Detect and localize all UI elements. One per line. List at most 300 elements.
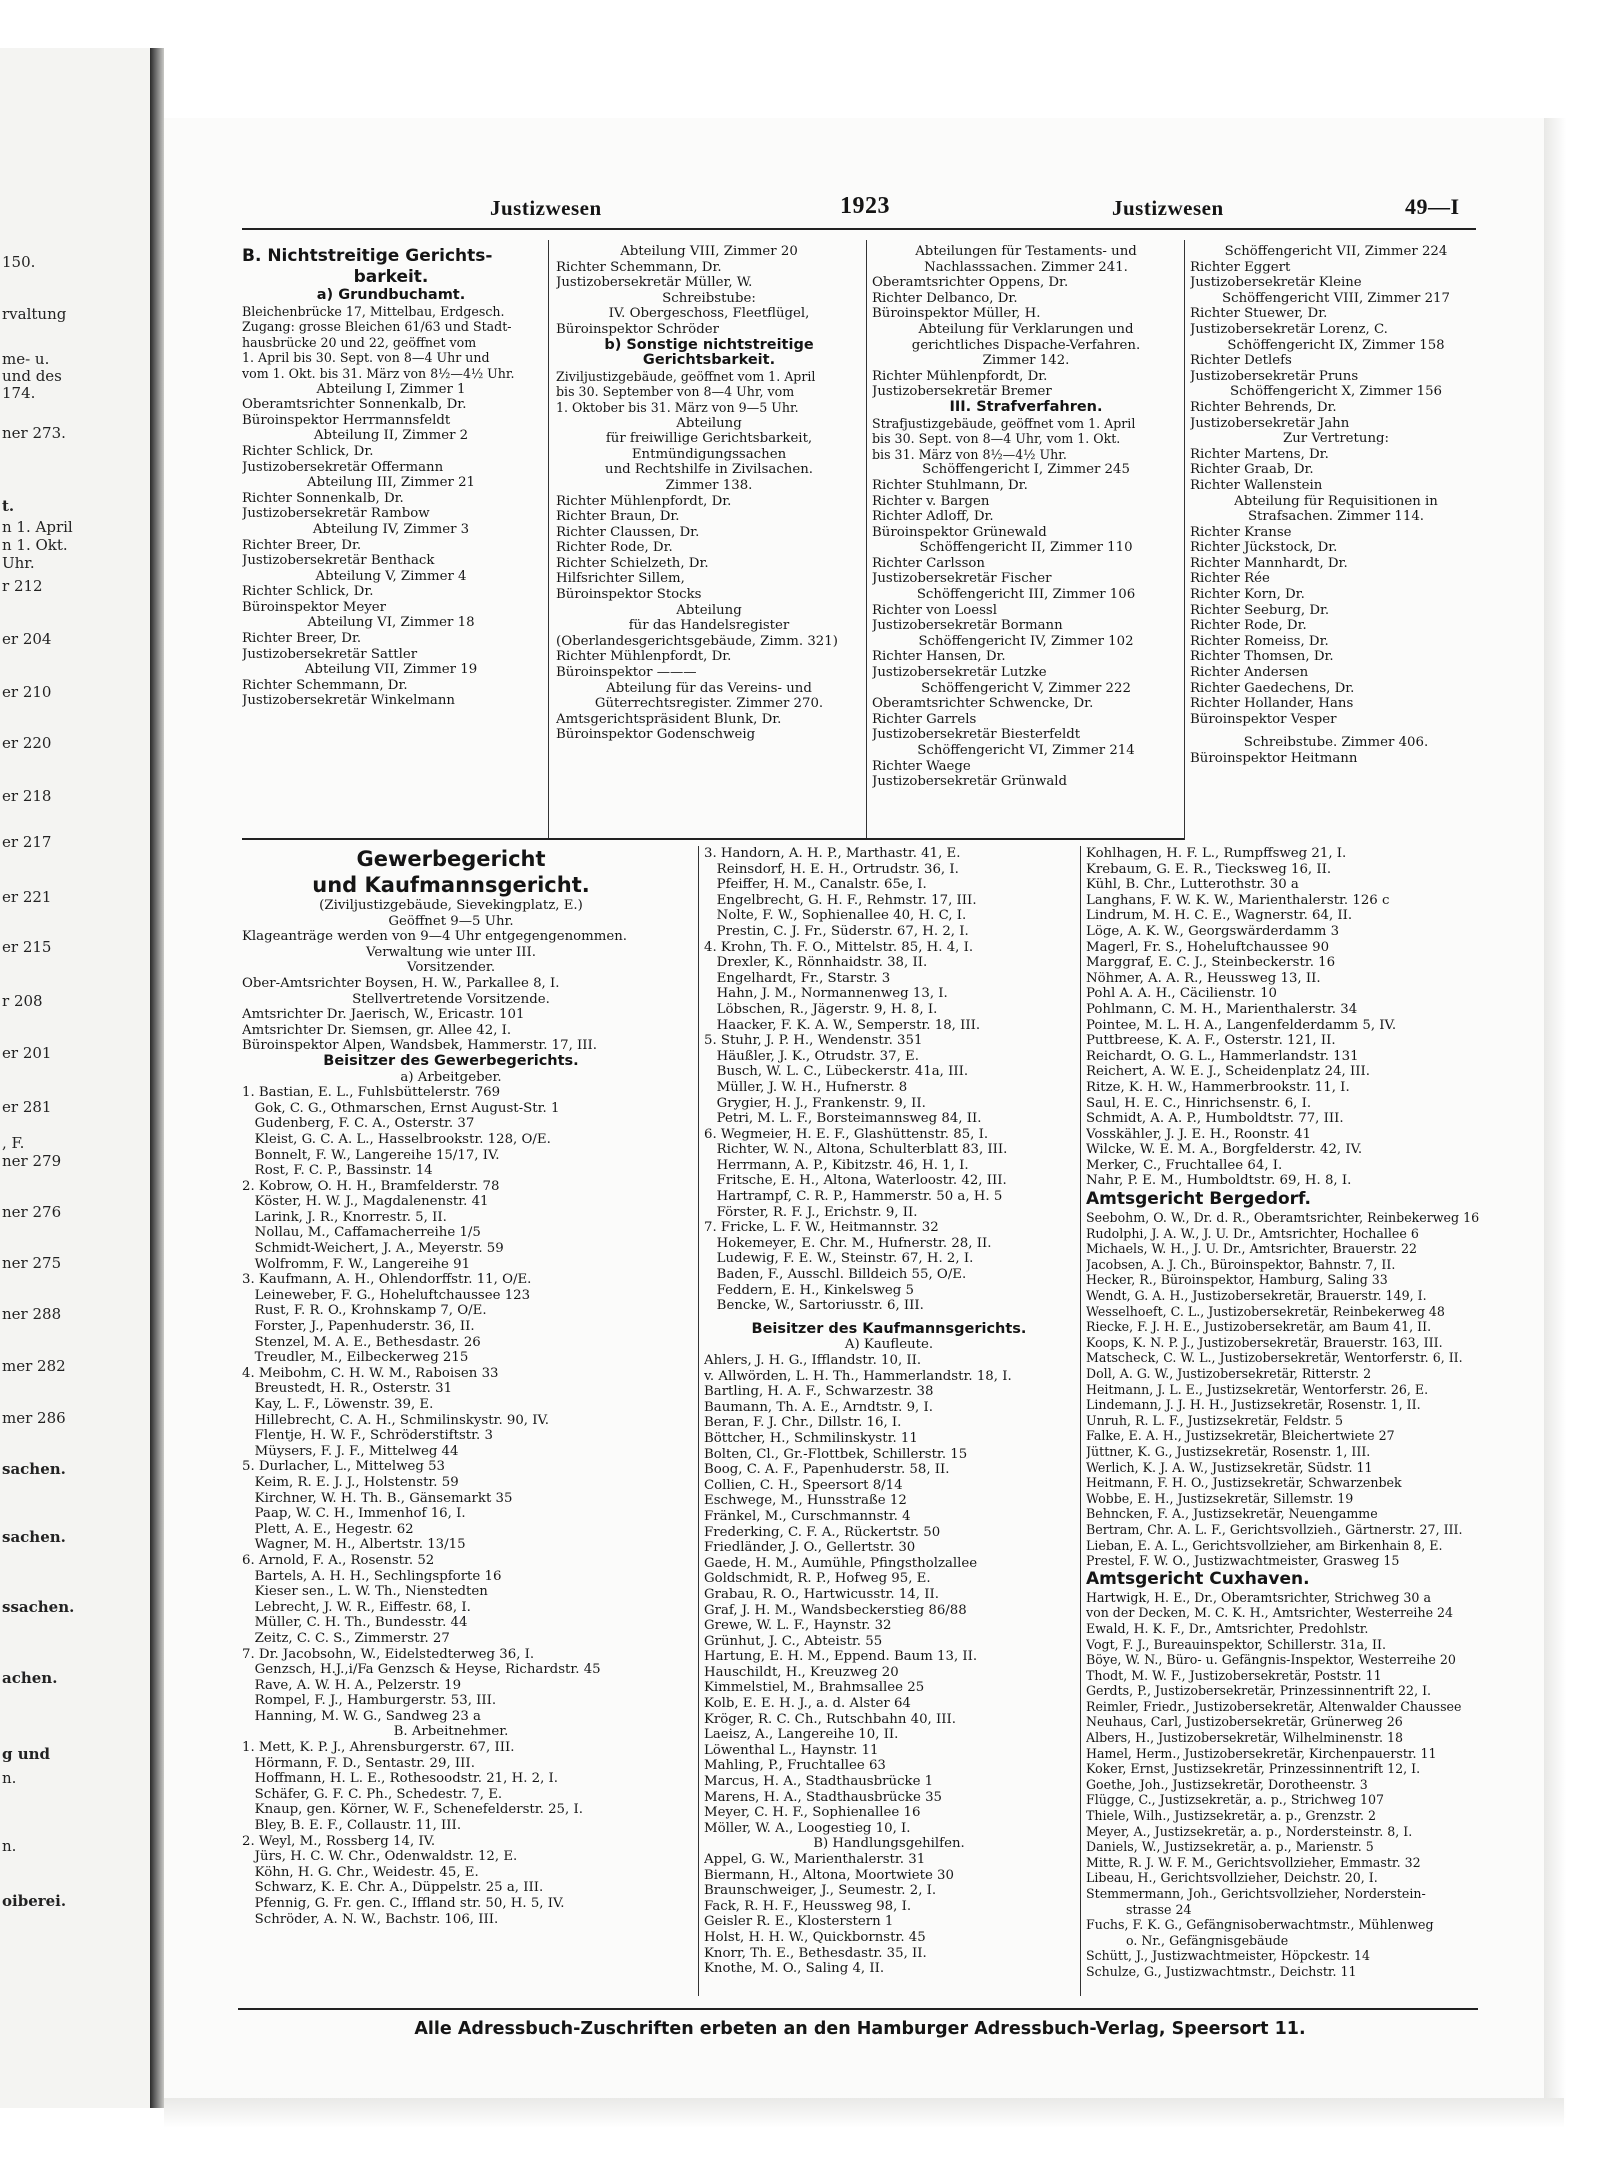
- entry-line: Kleist, G. C. A. L., Hasselbrookstr. 128, O/E.: [242, 1131, 551, 1147]
- entry-line: Biermann, H., Altona, Moortwiete 30: [704, 1867, 954, 1883]
- entry-line: Schulze, G., Justizwachtmstr., Deichstr. 11: [1086, 1963, 1357, 1979]
- fragment-line: ner 275: [2, 1254, 62, 1272]
- entry-line: Richter Schemmann, Dr.: [242, 677, 408, 693]
- entry-line: Büroinspektor Herrmannsfeldt: [242, 412, 451, 428]
- entry-line: Rompel, F. J., Hamburgerstr. 53, III.: [242, 1693, 497, 1709]
- entry-line: Lindemann, J. J. H. H., Justizsekretär, Rosenstr. 1, II.: [1086, 1397, 1421, 1413]
- entry-line: Büroinspektor Vesper: [1190, 711, 1337, 727]
- entry-line: Büroinspektor Grünewald: [872, 524, 1047, 540]
- entry-line: Richter Schlick, Dr.: [242, 584, 374, 600]
- entry-line: Müller, C. H. Th., Bundesstr. 44: [242, 1615, 468, 1631]
- entry-line: Bartels, A. H. H., Sechlingspforte 16: [242, 1568, 502, 1584]
- column-criminal-proceedings: [872, 244, 1180, 790]
- entry-line: Nöhmer, A. A. R., Heussweg 13, II.: [1086, 970, 1321, 986]
- entry-line: 2. Weyl, M., Rossberg 14, IV.: [242, 1833, 436, 1849]
- entry-line: Kohlhagen, H. F. L., Rumpffsweg 21, I.: [1086, 846, 1347, 861]
- entry-line: Graf, J. H. M., Wandsbeckerstieg 86/88: [704, 1602, 967, 1618]
- entry-line: (Oberlandesgerichtsgebäude, Zimm. 321): [556, 633, 838, 649]
- fragment-line: n 1. April: [2, 518, 73, 536]
- heading-line: Schöffengericht I, Zimmer 245: [922, 462, 1130, 478]
- entry-line: Förster, R. F. J., Erichstr. 9, II.: [704, 1204, 918, 1220]
- entry-line: Richter Kranse: [1190, 524, 1292, 540]
- entry-line: Ober-Amtsrichter Boysen, H. W., Parkallee 8, I.: [242, 975, 560, 991]
- entry-line: Ewald, H. K. F., Dr., Amtsrichter, Predohlstr.: [1086, 1620, 1369, 1636]
- entry-line: Justizobersekretär Grünwald: [872, 774, 1068, 790]
- entry-line: Richter, W. N., Altona, Schulterblatt 83, III.: [704, 1142, 1008, 1158]
- entry-line: Richter Carlsson: [872, 555, 985, 571]
- entry-line: Falke, E. A. H., Justizsekretär, Bleichertwiete 27: [1086, 1428, 1395, 1444]
- entry-line: Oberamtsrichter Oppens, Dr.: [872, 275, 1069, 291]
- entry-line: Meyer, A., Justizsekretär, a. p., Nordersteinstr. 8, I.: [1086, 1823, 1413, 1839]
- entry-line: Kimmelstiel, M., Brahmsallee 25: [704, 1680, 925, 1696]
- heading-line: Abteilung für das Vereins- und: [606, 680, 812, 696]
- entry-line: Fritsche, E. H., Altona, Waterloostr. 42, III.: [704, 1173, 1007, 1189]
- entry-line: Häußler, J. K., Otrudstr. 37, E.: [704, 1048, 919, 1064]
- heading-line: Abteilung für Verklarungen und: [918, 321, 1134, 337]
- entry-line: Beran, F. J. Chr., Dillstr. 16, I.: [704, 1415, 902, 1431]
- entry-line: Frederking, C. F. A., Rückertstr. 50: [704, 1524, 941, 1540]
- column-nonlitigious-jurisdiction: [242, 246, 540, 709]
- fragment-line: er 215: [2, 938, 52, 956]
- entry-line: Thodt, M. W. F., Justizobersekretär, Poststr. 11: [1086, 1667, 1382, 1683]
- entry-line: Paap, W. C. H., Immenhof 16, I.: [242, 1506, 466, 1522]
- entry-line: Justizobersekretär Lutzke: [872, 665, 1047, 681]
- entry-line: Eschwege, M., Hunsstraße 12: [704, 1493, 907, 1509]
- entry-line: Hillebrecht, C. A. H., Schmilinskystr. 90, IV.: [242, 1412, 550, 1428]
- book-gutter: [150, 48, 164, 2108]
- heading-line: Stellvertretende Vorsitzende.: [352, 991, 550, 1007]
- fragment-line: sachen.: [2, 1460, 66, 1478]
- fragment-line: er 221: [2, 888, 52, 906]
- entry-line: Goldschmidt, R. P., Hofweg 95, E.: [704, 1571, 931, 1587]
- entry-line: Richter Mühlenpfordt, Dr.: [872, 368, 1048, 384]
- entry-line: Albers, H., Justizobersekretär, Wilhelminenstr. 18: [1086, 1730, 1404, 1746]
- entry-line: 4. Meibohm, C. H. W. M., Raboisen 33: [242, 1365, 499, 1381]
- fragment-line: 150.: [2, 253, 36, 271]
- entry-line: Lindrum, M. H. C. E., Wagnerstr. 64, II.: [1086, 908, 1353, 924]
- entry-line: Jüttner, K. G., Justizsekretär, Rosenstr. 1, III.: [1086, 1443, 1371, 1459]
- entry-line: Ritze, K. H. W., Hammerbrookstr. 11, I.: [1086, 1079, 1350, 1095]
- heading-line: Schöffengericht V, Zimmer 222: [921, 680, 1131, 696]
- entry-line: hausbrücke 20 und 22, geöffnet vom: [242, 334, 477, 350]
- entry-line: Pohlmann, C. M. H., Marienthalerstr. 34: [1086, 1001, 1358, 1017]
- entry-line: Schäfer, G. F. C. Ph., Schedestr. 7, E.: [242, 1786, 503, 1802]
- entry-line: Justizobersekretär Lorenz, C.: [1190, 321, 1388, 337]
- heading-line: Schöffengericht III, Zimmer 106: [916, 587, 1136, 603]
- entry-line: Reinsdorf, H. E. H., Ortrudstr. 36, I.: [704, 861, 959, 877]
- fragment-line: er 220: [2, 734, 52, 752]
- entry-line: Behncken, F. A., Justizsekretär, Neuengamme: [1086, 1506, 1378, 1522]
- entry-line: Reimler, Friedr., Justizobersekretär, Altenwalder Chaussee: [1086, 1698, 1462, 1714]
- entry-line: 3. Kaufmann, A. H., Ohlendorffstr. 11, O/E.: [242, 1272, 532, 1288]
- entry-line: Böttcher, H., Schmilinskystr. 11: [704, 1430, 918, 1446]
- entry-line: Kröger, R. C. Ch., Rutschbahn 40, III.: [704, 1711, 956, 1727]
- entry-line: Richter Jückstock, Dr.: [1190, 540, 1338, 556]
- entry-line: Justizobersekretär Fischer: [872, 571, 1052, 587]
- entry-line: Richter Hansen, Dr.: [872, 649, 1006, 665]
- entry-line: Heitmann, F. H. O., Justizsekretär, Schwarzenbek: [1086, 1475, 1402, 1491]
- entry-line: Lieban, E. A. L., Gerichtsvollzieher, am Birkenhain 8, E.: [1086, 1537, 1443, 1553]
- entry-line: Herrmann, A. P., Kibitzstr. 46, H. 1, I.: [704, 1157, 969, 1173]
- entry-line: Geisler R. E., Klosterstern 1: [704, 1914, 894, 1930]
- entry-line: 1. Oktober bis 31. März von 9—5 Uhr.: [556, 399, 799, 415]
- heading-line: Schöffengericht IX, Zimmer 158: [1227, 337, 1445, 353]
- column-divider: [866, 240, 867, 840]
- entry-line: Engelhardt, Fr., Starstr. 3: [704, 970, 891, 986]
- entry-line: Riecke, F. J. H. E., Justizobersekretär, am Baum 41, II.: [1086, 1319, 1432, 1335]
- heading-line: für freiwillige Gerichtsbarkeit,: [605, 431, 813, 447]
- entry-line: Richter Mühlenpfordt, Dr.: [556, 493, 732, 509]
- heading-line: barkeit.: [353, 267, 429, 287]
- entry-line: Feddern, E. H., Kinkelsweg 5: [704, 1282, 914, 1298]
- entry-line: Oberamtsrichter Sonnenkalb, Dr.: [242, 397, 467, 413]
- entry-line: Baumann, Th. A. E., Arndtstr. 9, I.: [704, 1399, 933, 1415]
- heading-line: Strafsachen. Zimmer 114.: [1247, 509, 1425, 525]
- entry-line: Büroinspektor Godenschweig: [556, 727, 756, 743]
- entry-line: Richter Seeburg, Dr.: [1190, 602, 1330, 618]
- entry-line: o. Nr., Gefängnisgebäude: [1086, 1932, 1289, 1948]
- entry-line: Richter Rée: [1190, 571, 1270, 587]
- heading-line: Amtsgericht Cuxhaven.: [1086, 1568, 1310, 1589]
- footer-rule: [238, 2008, 1478, 2010]
- entry-line: Richter Mannhardt, Dr.: [1190, 555, 1348, 571]
- heading-line: Beisitzer des Kaufmannsgerichts.: [751, 1321, 1027, 1337]
- entry-line: Köhn, H. G. Chr., Weidestr. 45, E.: [242, 1864, 479, 1880]
- entry-line: Justizobersekretär Rambow: [242, 506, 430, 522]
- entry-line: Richter Adloff, Dr.: [872, 509, 994, 525]
- entry-line: Meyer, C. H. F., Sophienallee 16: [704, 1805, 921, 1821]
- entry-line: 7. Dr. Jacobsohn, W., Eidelstedterweg 36, I.: [242, 1646, 535, 1662]
- fragment-line: r 212: [2, 577, 43, 595]
- entry-line: Wobbe, E. H., Justizsekretär, Sillemstr. 19: [1086, 1490, 1354, 1506]
- entry-line: Ziviljustizgebäude, geöffnet vom 1. April: [556, 368, 816, 384]
- entry-line: Klageanträge werden von 9—4 Uhr entgegengenommen.: [242, 929, 628, 945]
- entry-line: Richter Thomsen, Dr.: [1190, 649, 1334, 665]
- entry-line: Breustedt, H. R., Osterstr. 31: [242, 1381, 453, 1397]
- entry-line: Bonnelt, F. W., Langereihe 15/17, IV.: [242, 1147, 500, 1163]
- entry-line: Gaede, H. M., Aumühle, Pfingstholzallee: [704, 1555, 978, 1571]
- entry-line: Gudenberg, F. C. A., Osterstr. 37: [242, 1116, 475, 1132]
- entry-line: Justizobersekretär Müller, W.: [556, 275, 753, 291]
- heading-line: Abteilung VII, Zimmer 19: [304, 662, 478, 678]
- heading-line: III. Strafverfahren.: [949, 399, 1103, 415]
- entry-line: Richter Schlick, Dr.: [242, 443, 374, 459]
- entry-line: Justizobersekretär Bormann: [872, 618, 1063, 634]
- entry-line: Richter Waege: [872, 758, 971, 774]
- heading-line: Amtsgericht Bergedorf.: [1086, 1189, 1311, 1210]
- heading-line: Güterrechtsregister. Zimmer 270.: [594, 696, 824, 712]
- heading-line: Abteilung II, Zimmer 2: [313, 428, 469, 444]
- entry-line: Wendt, G. A. H., Justizobersekretär, Brauerstr. 149, I.: [1086, 1288, 1427, 1304]
- entry-line: Kolb, E. E. H. J., a. d. Alster 64: [704, 1696, 911, 1712]
- entry-line: Löge, A. K. W., Georgswärderdamm 3: [1086, 923, 1340, 939]
- entry-line: Laeisz, A., Langereihe 10, II.: [704, 1727, 899, 1743]
- entry-line: Lebrecht, J. W. R., Eiffestr. 68, I.: [242, 1599, 471, 1615]
- entry-line: [1190, 727, 1482, 735]
- entry-line: Braunschweiger, J., Seumestr. 2, I.: [704, 1883, 937, 1899]
- entry-line: Thiele, Wilh., Justizsekretär, a. p., Grenzstr. 2: [1086, 1808, 1376, 1824]
- entry-line: Leineweber, F. G., Hoheluftchaussee 123: [242, 1287, 531, 1303]
- entry-line: [704, 1314, 1074, 1322]
- fragment-line: ner 288: [2, 1305, 62, 1323]
- entry-line: Richter v. Bargen: [872, 493, 990, 509]
- entry-line: Marcus, H. A., Stadthausbrücke 1: [704, 1774, 934, 1790]
- entry-line: Schröder, A. N. W., Bachstr. 106, III.: [242, 1911, 499, 1927]
- entry-line: Justizobersekretär Biesterfeldt: [872, 727, 1081, 743]
- fragment-line: er 204: [2, 630, 52, 648]
- entry-line: Richter Garrels: [872, 711, 977, 727]
- entry-line: 2. Kobrow, O. H. H., Bramfelderstr. 78: [242, 1178, 500, 1194]
- entry-line: Bolten, Cl., Gr.-Flottbek, Schillerstr. 15: [704, 1446, 968, 1462]
- heading-line: Zimmer 138.: [665, 477, 753, 493]
- entry-line: Gok, C. G., Othmarschen, Ernst August-Str. 1: [242, 1100, 560, 1116]
- entry-line: 6. Wegmeier, H. E. F., Glashüttenstr. 85, I.: [704, 1126, 989, 1142]
- heading-line: Abteilung: [676, 415, 742, 431]
- heading-line: Beisitzer des Gewerbegerichts.: [323, 1053, 579, 1069]
- fragment-line: ssachen.: [2, 1598, 75, 1616]
- entry-line: Fränkel, M., Curschmannstr. 4: [704, 1508, 911, 1524]
- entry-line: strasse 24: [1086, 1901, 1192, 1917]
- column-lay-courts: [1190, 244, 1482, 767]
- entry-line: Justizobersekretär Pruns: [1190, 368, 1359, 384]
- heading-line: B. Nichtstreitige Gerichts-: [242, 246, 493, 266]
- entry-line: Amtsrichter Dr. Siemsen, gr. Allee 42, I.: [242, 1022, 512, 1038]
- entry-line: vom 1. Okt. bis 31. März von 8½—4½ Uhr.: [242, 365, 515, 381]
- entry-line: Richter Sonnenkalb, Dr.: [242, 490, 404, 506]
- fragment-line: ner 279: [2, 1152, 62, 1170]
- entry-line: Saul, H. E. C., Hinrichsenstr. 6, I.: [1086, 1095, 1312, 1111]
- entry-line: Jacobsen, A. J. Ch., Büroinspektor, Bahnstr. 7, II.: [1086, 1256, 1396, 1272]
- entry-line: Schütt, J., Justizwachtmeister, Höpckestr. 14: [1086, 1948, 1370, 1964]
- entry-line: Stenzel, M. A. E., Bethesdastr. 26: [242, 1334, 481, 1350]
- entry-line: Hokemeyer, E. Chr. M., Hufnerstr. 28, II.: [704, 1235, 992, 1251]
- entry-line: 7. Fricke, L. F. W., Heitmannstr. 32: [704, 1220, 939, 1236]
- entry-line: Baden, F., Ausschl. Billdeich 55, O/E.: [704, 1267, 967, 1283]
- entry-line: 1. Bastian, E. L., Fuhlsbüttelerstr. 769: [242, 1085, 501, 1101]
- entry-line: Hecker, R., Büroinspektor, Hamburg, Saling 33: [1086, 1272, 1388, 1288]
- column-local-courts-bergedorf-cuxhaven: [1086, 846, 1482, 1980]
- entry-line: Rost, F. C. P., Bassinstr. 14: [242, 1163, 433, 1179]
- entry-line: Richter Wallenstein: [1190, 477, 1323, 493]
- fragment-line: , F.: [2, 1134, 25, 1152]
- entry-line: Richter Stuhlmann, Dr.: [872, 477, 1028, 493]
- entry-line: Fack, R. H. F., Heussweg 98, I.: [704, 1898, 912, 1914]
- entry-line: Hoffmann, H. L. E., Rothesoodstr. 21, H. 2, I.: [242, 1771, 559, 1787]
- entry-line: Fuchs, F. K. G., Gefängnisoberwachtmstr., Mühlenweg: [1086, 1917, 1434, 1933]
- fragment-line: n 1. Okt.: [2, 536, 68, 554]
- entry-line: Richter von Loessl: [872, 602, 997, 618]
- entry-line: Nolte, F. W., Sophienallee 40, H. C, I.: [704, 908, 967, 924]
- entry-line: Koker, Ernst, Justizsekretär, Prinzessinnentrift 12, I.: [1086, 1761, 1421, 1777]
- entry-line: 5. Stuhr, J. P. H., Wendenstr. 351: [704, 1033, 923, 1049]
- entry-line: Wolfromm, F. W., Langereihe 91: [242, 1256, 471, 1272]
- entry-line: Bencke, W., Sartoriusstr. 6, III.: [704, 1298, 924, 1314]
- heading-line: Geöffnet 9—5 Uhr.: [388, 913, 514, 929]
- entry-line: Mahling, P., Fruchtallee 63: [704, 1758, 886, 1774]
- column-divider: [1184, 240, 1185, 840]
- entry-line: Haacker, F. K. A. W., Semperstr. 18, III.: [704, 1017, 981, 1033]
- entry-line: Löwenthal L., Haynstr. 11: [704, 1742, 879, 1758]
- entry-line: Drexler, K., Rönnhaidstr. 38, II.: [704, 955, 928, 971]
- heading-line: gerichtliches Dispache-Verfahren.: [911, 337, 1141, 353]
- entry-line: Böye, W. N., Büro- u. Gefängnis-Inspektor, Westerreihe 20: [1086, 1652, 1456, 1668]
- heading-line: B. Arbeitnehmer.: [393, 1724, 509, 1740]
- entry-line: Boog, C. A. F., Papenhuderstr. 58, II.: [704, 1462, 950, 1478]
- entry-line: Müysers, F. J. F., Mittelweg 44: [242, 1443, 459, 1459]
- entry-line: Richter Stuewer, Dr.: [1190, 306, 1328, 322]
- entry-line: Löbschen, R., Jägerstr. 9, H. 8, I.: [704, 1001, 938, 1017]
- entry-line: Müller, J. W. H., Hufnerstr. 8: [704, 1079, 908, 1095]
- heading-line: Schreibstube. Zimmer 406.: [1243, 735, 1429, 751]
- entry-line: 4. Krohn, Th. F. O., Mittelstr. 85, H. 4, I.: [704, 939, 974, 955]
- fragment-line: Uhr.: [2, 554, 35, 572]
- entry-line: Richter Behrends, Dr.: [1190, 399, 1337, 415]
- fragment-line: er 217: [2, 833, 52, 851]
- entry-line: Rudolphi, J. A. W., J. U. Dr., Amtsrichter, Hochallee 6: [1086, 1225, 1419, 1241]
- entry-line: Wilcke, W. E. M. A., Borgfelderstr. 42, IV.: [1086, 1142, 1363, 1158]
- heading-line: und Rechtshilfe in Zivilsachen.: [605, 462, 813, 478]
- entry-line: Plett, A. E., Hegestr. 62: [242, 1521, 414, 1537]
- entry-line: Hörmann, F. D., Sentastr. 29, III.: [242, 1755, 475, 1771]
- entry-line: Bley, B. E. F., Collaustr. 11, III.: [242, 1818, 462, 1834]
- entry-line: Richter Hollander, Hans: [1190, 696, 1354, 712]
- entry-line: Richter Breer, Dr.: [242, 537, 362, 553]
- entry-line: Reichert, A. W. E. J., Scheidenplatz 24, III.: [1086, 1064, 1370, 1080]
- entry-line: Gerdts, P., Justizobersekretär, Prinzessinnentrift 22, I.: [1086, 1683, 1432, 1699]
- heading-line: Zimmer 142.: [982, 353, 1070, 369]
- entry-line: Marggraf, E. C. J., Steinbeckerstr. 16: [1086, 955, 1336, 971]
- page-bottom-edge: [164, 2098, 1564, 2128]
- heading-line: Schöffengericht VIII, Zimmer 217: [1222, 290, 1450, 306]
- entry-line: Amtsgerichtspräsident Blunk, Dr.: [556, 711, 782, 727]
- entry-line: Merker, C., Fruchtallee 64, I.: [1086, 1157, 1283, 1173]
- heading-line: Schreibstube:: [662, 290, 756, 306]
- entry-line: Pohl A. A. H., Cäcilienstr. 10: [1086, 986, 1278, 1002]
- column-divider: [1080, 846, 1081, 1996]
- section-rule: [242, 838, 1184, 840]
- entry-line: Flügge, C., Justizsekretär, a. p., Strichweg 107: [1086, 1792, 1385, 1808]
- entry-line: Oberamtsrichter Schwencke, Dr.: [872, 696, 1094, 712]
- entry-line: Bleichenbrücke 17, Mittelbau, Erdgesch.: [242, 303, 505, 319]
- entry-line: Hartwigk, H. E., Dr., Oberamtsrichter, Strichweg 30 a: [1086, 1589, 1431, 1605]
- entry-line: 3. Handorn, A. H. P., Marthastr. 41, E.: [704, 846, 961, 861]
- entry-line: Holst, H. H. W., Quickbornstr. 45: [704, 1929, 926, 1945]
- column-divider: [548, 240, 549, 840]
- entry-line: Grabau, R. O., Hartwicusstr. 14, II.: [704, 1586, 939, 1602]
- entry-line: 1. April bis 30. Sept. von 8—4 Uhr und: [242, 350, 490, 366]
- entry-line: bis 31. März von 8½—4½ Uhr.: [872, 446, 1067, 462]
- fragment-line: mer 282: [2, 1357, 66, 1375]
- entry-line: Stemmermann, Joh., Gerichtsvollzieher, Norderstein-: [1086, 1886, 1426, 1901]
- heading-line: Gerichtsbarkeit.: [642, 353, 776, 369]
- header-rule: [242, 228, 1476, 230]
- entry-line: Pfeiffer, H. M., Canalstr. 65e, I.: [704, 877, 927, 893]
- entry-line: Puttbreese, K. A. F., Osterstr. 121, II.: [1086, 1033, 1336, 1049]
- entry-line: Schmidt, A. A. P., Humboldtstr. 77, III.: [1086, 1111, 1344, 1127]
- page-right-edge: [1544, 118, 1566, 2118]
- entry-line: Zugang: grosse Bleichen 61/63 und Stadt-: [242, 319, 512, 335]
- entry-line: Justizobersekretär Kleine: [1190, 275, 1362, 291]
- entry-line: 1. Mett, K. P. J., Ahrensburgerstr. 67, III.: [242, 1740, 515, 1756]
- entry-line: Wesselhoeft, C. L., Justizobersekretär, Reinbekerweg 48: [1086, 1303, 1445, 1319]
- entry-line: Kay, L. F., Löwenstr. 39, E.: [242, 1397, 434, 1412]
- fragment-line: sachen.: [2, 1528, 66, 1546]
- entry-line: Justizobersekretär Bremer: [872, 384, 1052, 400]
- entry-line: Matscheck, C. W. L., Justizobersekretär, Wentorferstr. 6, II.: [1086, 1350, 1463, 1366]
- entry-line: Richter Eggert: [1190, 259, 1291, 275]
- entry-line: Büroinspektor Schröder: [556, 321, 719, 337]
- entry-line: Richter Gaedechens, Dr.: [1190, 680, 1355, 696]
- heading-line: Abteilung IV, Zimmer 3: [312, 521, 470, 537]
- heading-line: a) Arbeitgeber.: [400, 1069, 502, 1085]
- fragment-line: n.: [2, 1837, 17, 1855]
- entry-line: 5. Durlacher, L., Mittelweg 53: [242, 1459, 445, 1475]
- entry-line: Büroinspektor Heitmann: [1190, 751, 1358, 766]
- entry-line: Richter Schielzeth, Dr.: [556, 555, 709, 571]
- entry-line: Nollau, M., Caffamacherreihe 1/5: [242, 1225, 481, 1241]
- entry-line: bis 30. Sept. von 8—4 Uhr, vom 1. Okt.: [872, 431, 1121, 447]
- entry-line: Knorr, Th. E., Bethesdastr. 35, II.: [704, 1945, 927, 1961]
- entry-line: Petri, M. L. F., Borsteimannsweg 84, II.: [704, 1111, 982, 1127]
- entry-line: bis 30. September von 8—4 Uhr, vom: [556, 384, 795, 400]
- entry-line: Prestel, F. W. O., Justizwachtmeister, Grasweg 15: [1086, 1553, 1400, 1569]
- entry-line: Richter Graab, Dr.: [1190, 462, 1314, 478]
- heading-line: Abteilung V, Zimmer 4: [315, 568, 467, 584]
- entry-line: Hahn, J. M., Normannenweg 13, I.: [704, 986, 948, 1002]
- heading-line: Abteilung III, Zimmer 21: [307, 475, 475, 491]
- entry-line: Kühl, B. Chr., Lutterothstr. 30 a: [1086, 877, 1299, 893]
- entry-line: Hanning, M. W. G., Sandweg 23 a: [242, 1708, 481, 1724]
- entry-line: Doll, A. G. W., Justizobersekretär, Ritterstr. 2: [1086, 1366, 1372, 1381]
- fragment-line: me- u.: [2, 350, 50, 368]
- entry-line: v. Allwörden, L. H. Th., Hammerlandstr. 18, I.: [704, 1368, 1012, 1384]
- entry-line: Nahr, P. E. M., Humboldtstr. 69, H. 8, I.: [1086, 1173, 1352, 1189]
- entry-line: Collien, C. H., Speersort 8/14: [704, 1477, 903, 1493]
- entry-line: Neuhaus, Carl, Justizobersekretär, Grünerweg 26: [1086, 1714, 1403, 1730]
- entry-line: Busch, W. L. C., Lübeckerstr. 41a, III.: [704, 1064, 969, 1080]
- entry-line: von der Decken, M. C. K. H., Amtsrichter, Westerreihe 24: [1086, 1605, 1454, 1621]
- heading-line: Vorsitzender.: [406, 960, 496, 976]
- fragment-line: mer 286: [2, 1409, 66, 1427]
- entry-line: Möller, W. A., Loogestieg 10, I.: [704, 1820, 911, 1836]
- entry-line: Krebaum, G. E. R., Tiecksweg 16, II.: [1086, 861, 1332, 877]
- entry-line: Vosskähler, J. J. E. H., Roonstr. 41: [1086, 1126, 1312, 1142]
- entry-line: Flentje, H. W. F., Schröderstiftstr. 3: [242, 1428, 493, 1444]
- fragment-line: r 208: [2, 992, 43, 1010]
- heading-line: IV. Obergeschoss, Fleetflügel,: [608, 306, 810, 322]
- entry-line: Zeitz, C. C. S., Zimmerstr. 27: [242, 1630, 450, 1646]
- entry-line: Reichardt, O. G. L., Hammerlandstr. 131: [1086, 1048, 1359, 1064]
- fragment-line: er 201: [2, 1044, 52, 1062]
- entry-line: Kirchner, W. H. Th. B., Gänsemarkt 35: [242, 1490, 513, 1506]
- entry-line: Richter Korn, Dr.: [1190, 587, 1305, 603]
- fragment-line: er 281: [2, 1098, 52, 1116]
- heading-line: Nachlasssachen. Zimmer 241.: [924, 259, 1128, 275]
- heading-line: Abteilung für Requisitionen in: [1234, 493, 1438, 509]
- entry-line: Büroinspektor Stocks: [556, 587, 702, 603]
- entry-line: Bertram, Chr. A. L. F., Gerichtsvollzieh., Gärtnerstr. 27, III.: [1086, 1521, 1463, 1537]
- entry-line: Daniels, W., Justizsekretär, a. p., Marienstr. 5: [1086, 1839, 1374, 1855]
- heading-line: b) Sonstige nichtstreitige: [604, 337, 814, 353]
- heading-line: Schöffengericht X, Zimmer 156: [1229, 384, 1443, 400]
- entry-line: Ludewig, F. E. W., Steinstr. 67, H. 2, I.: [704, 1251, 974, 1267]
- fragment-line: n.: [2, 1769, 17, 1787]
- entry-line: Knaup, gen. Körner, W. F., Schenefelderstr. 25, I.: [242, 1802, 583, 1818]
- heading-line: Schöffengericht IV, Zimmer 102: [918, 633, 1134, 649]
- entry-line: Justizobersekretär Offermann: [242, 459, 444, 475]
- entry-line: Magerl, Fr. S., Hoheluftchaussee 90: [1086, 939, 1330, 955]
- heading-line: Entmündigungssachen: [631, 446, 787, 462]
